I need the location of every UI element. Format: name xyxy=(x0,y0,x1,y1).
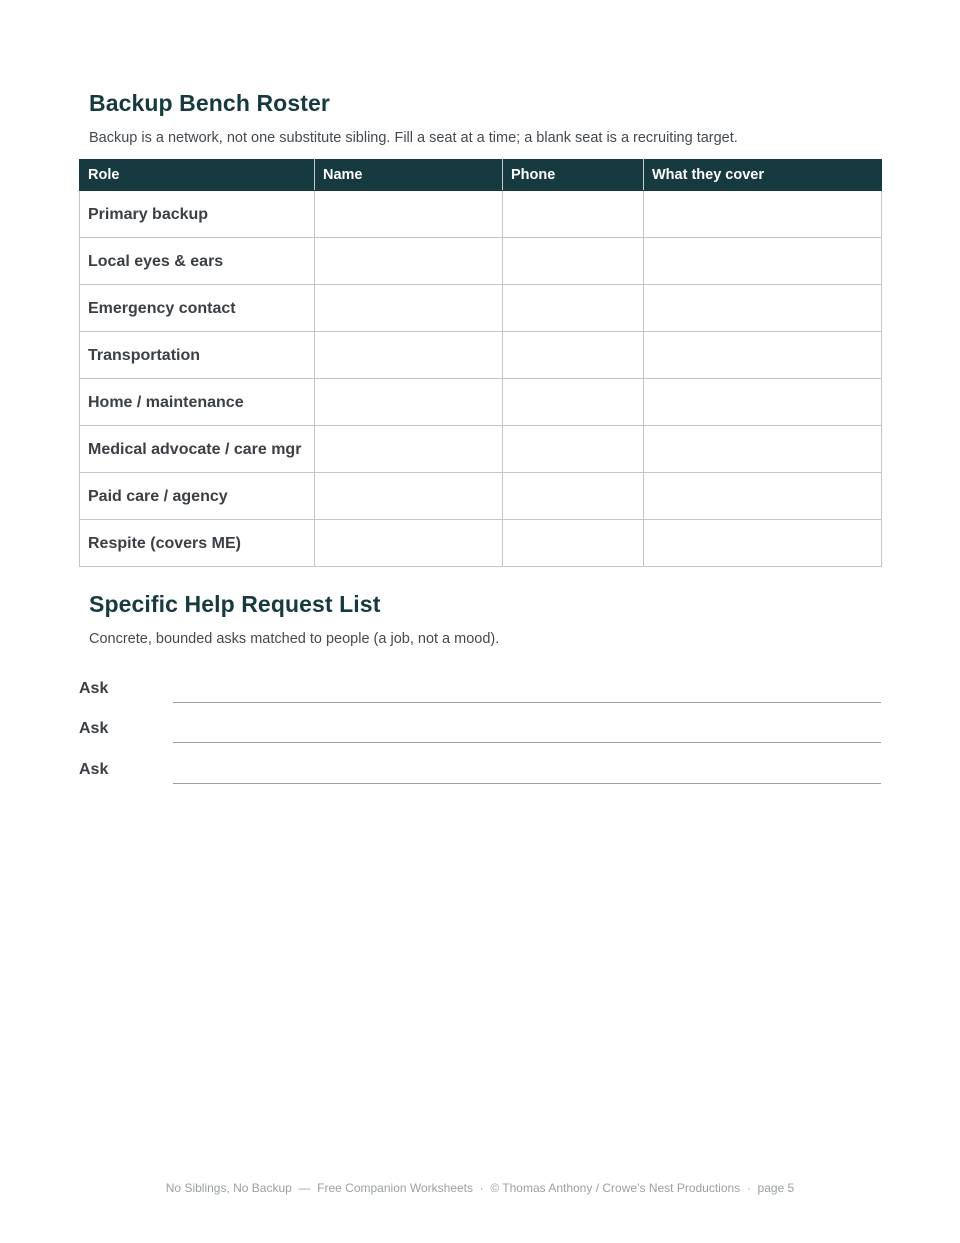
roster-title: Backup Bench Roster xyxy=(89,90,330,116)
role-cell: Emergency contact xyxy=(80,285,315,332)
backup-roster-table xyxy=(79,159,882,567)
name-cell[interactable] xyxy=(315,426,503,473)
ask-fill-line[interactable] xyxy=(173,783,881,784)
phone-cell[interactable] xyxy=(503,473,644,520)
cover-cell[interactable] xyxy=(644,473,882,520)
ask-fill-line[interactable] xyxy=(173,742,881,743)
phone-cell[interactable] xyxy=(503,426,644,473)
table-row xyxy=(80,520,882,567)
name-cell[interactable] xyxy=(315,379,503,426)
role-cell: Transportation xyxy=(80,332,315,379)
phone-cell[interactable] xyxy=(503,332,644,379)
ask-label: Ask xyxy=(79,761,109,778)
role-cell: Local eyes & ears xyxy=(80,238,315,285)
cover-cell[interactable] xyxy=(644,285,882,332)
ask-label: Ask xyxy=(79,720,109,737)
header-role: Role xyxy=(80,160,315,191)
name-cell[interactable] xyxy=(315,473,503,520)
table-header-row xyxy=(80,160,882,191)
roster-intro: Backup is a network, not one substitute sibling. Fill a seat at a time; a blank seat is a recruiting target. xyxy=(89,130,738,146)
requests-intro: Concrete, bounded asks matched to people (a job, not a mood). xyxy=(89,631,500,647)
header-what-they-cover: What they cover xyxy=(644,160,882,191)
phone-cell[interactable] xyxy=(503,379,644,426)
ask-fill-line[interactable] xyxy=(173,702,881,703)
table-row xyxy=(80,473,882,520)
ask-row xyxy=(79,720,881,748)
name-cell[interactable] xyxy=(315,285,503,332)
header-phone: Phone xyxy=(503,160,644,191)
ask-row xyxy=(79,761,881,789)
table-row xyxy=(80,332,882,379)
ask-row xyxy=(79,680,881,708)
page-footer: No Siblings, No Backup — Free Companion Worksheets · © Thomas Anthony / Crowe’s Nest Productions · page 5 xyxy=(165,1181,795,1195)
cover-cell[interactable] xyxy=(644,332,882,379)
table-row xyxy=(80,379,882,426)
cover-cell[interactable] xyxy=(644,238,882,285)
ask-label: Ask xyxy=(79,680,109,697)
cover-cell[interactable] xyxy=(644,426,882,473)
header-name: Name xyxy=(315,160,503,191)
cover-cell[interactable] xyxy=(644,520,882,567)
table-row xyxy=(80,191,882,238)
name-cell[interactable] xyxy=(315,191,503,238)
phone-cell[interactable] xyxy=(503,191,644,238)
name-cell[interactable] xyxy=(315,332,503,379)
role-cell: Home / maintenance xyxy=(80,379,315,426)
phone-cell[interactable] xyxy=(503,285,644,332)
table-row xyxy=(80,238,882,285)
phone-cell[interactable] xyxy=(503,238,644,285)
phone-cell[interactable] xyxy=(503,520,644,567)
table-row xyxy=(80,285,882,332)
cover-cell[interactable] xyxy=(644,191,882,238)
requests-title: Specific Help Request List xyxy=(89,591,381,617)
table-row xyxy=(80,426,882,473)
role-cell: Medical advocate / care mgr xyxy=(80,426,315,473)
role-cell: Respite (covers ME) xyxy=(80,520,315,567)
cover-cell[interactable] xyxy=(644,379,882,426)
name-cell[interactable] xyxy=(315,238,503,285)
name-cell[interactable] xyxy=(315,520,503,567)
role-cell: Primary backup xyxy=(80,191,315,238)
role-cell: Paid care / agency xyxy=(80,473,315,520)
